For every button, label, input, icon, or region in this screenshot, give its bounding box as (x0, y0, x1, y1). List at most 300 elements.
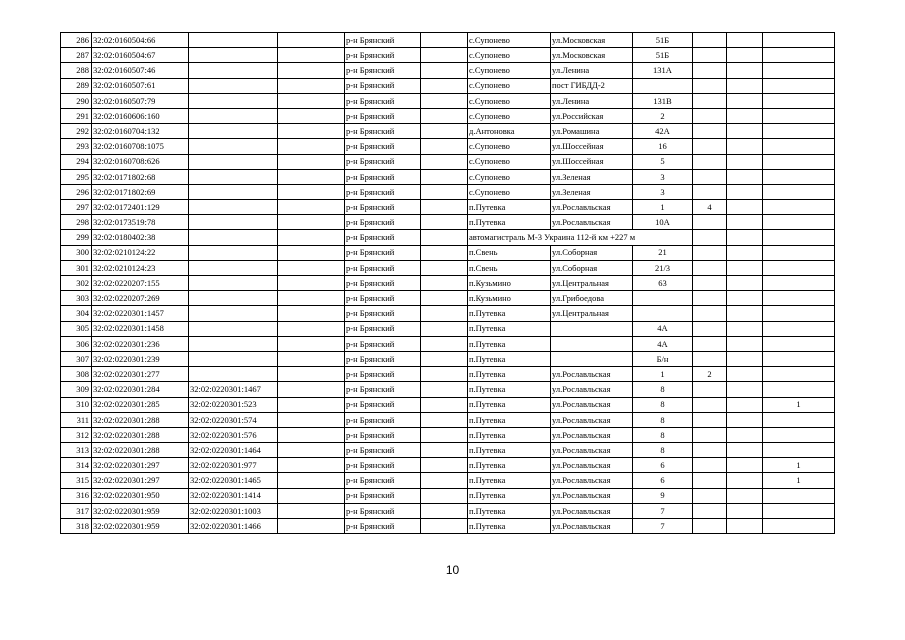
house-number-cell: 1 (633, 367, 693, 382)
linked-cadastral-number-cell: 32:02:0220301:1467 (189, 382, 278, 397)
building-cell (693, 215, 727, 230)
linked-cadastral-number-cell: 32:02:0220301:1465 (189, 473, 278, 488)
linked-cadastral-number-cell (189, 291, 278, 306)
linked-cadastral-number-cell: 32:02:0220301:523 (189, 397, 278, 412)
building-cell (693, 276, 727, 291)
linked-cadastral-number-cell (189, 215, 278, 230)
empty-cell (727, 336, 763, 351)
settlement-cell: п.Свень (468, 260, 551, 275)
street-cell: ул.Ленина (551, 63, 633, 78)
empty-cell (727, 184, 763, 199)
table-row (61, 215, 835, 230)
empty-cell (727, 397, 763, 412)
building-cell (693, 108, 727, 123)
house-number-cell: 6 (633, 473, 693, 488)
linked-cadastral-number-cell (189, 139, 278, 154)
empty-cell (421, 519, 468, 534)
empty-cell (727, 321, 763, 336)
street-cell: ул.Рославльская (551, 200, 633, 215)
street-cell: ул.Ромашина (551, 124, 633, 139)
linked-cadastral-number-cell: 32:02:0220301:574 (189, 412, 278, 427)
settlement-cell: п.Кузьмино (468, 291, 551, 306)
row-number-cell: 311 (61, 412, 92, 427)
district-cell: р-н Брянский (345, 184, 421, 199)
settlement-cell: п.Путевка (468, 473, 551, 488)
district-cell: р-н Брянский (345, 306, 421, 321)
empty-cell (421, 184, 468, 199)
district-cell: р-н Брянский (345, 108, 421, 123)
cadastral-number-cell: 32:02:0220301:1457 (92, 306, 189, 321)
building-cell (693, 48, 727, 63)
empty-cell (727, 351, 763, 366)
apartment-cell (763, 443, 835, 458)
building-cell (693, 169, 727, 184)
house-number-cell: 7 (633, 503, 693, 518)
table-row (61, 93, 835, 108)
table-row (61, 63, 835, 78)
district-cell: р-н Брянский (345, 245, 421, 260)
empty-cell (727, 245, 763, 260)
empty-cell (421, 154, 468, 169)
cadastral-number-cell: 32:02:0160504:67 (92, 48, 189, 63)
empty-cell (278, 519, 345, 534)
apartment-cell (763, 93, 835, 108)
table-row (61, 321, 835, 336)
district-cell: р-н Брянский (345, 200, 421, 215)
table-row (61, 78, 835, 93)
district-cell: р-н Брянский (345, 382, 421, 397)
building-cell (693, 78, 727, 93)
empty-cell (278, 473, 345, 488)
row-number-cell: 301 (61, 260, 92, 275)
street-cell: ул.Зеленая (551, 169, 633, 184)
district-cell: р-н Брянский (345, 473, 421, 488)
row-number-cell: 287 (61, 48, 92, 63)
settlement-cell: п.Путевка (468, 488, 551, 503)
cadastral-number-cell: 32:02:0220301:1458 (92, 321, 189, 336)
building-cell (693, 124, 727, 139)
settlement-cell: п.Путевка (468, 458, 551, 473)
street-cell: ул.Рославльская (551, 473, 633, 488)
building-cell (693, 397, 727, 412)
row-number-cell: 290 (61, 93, 92, 108)
house-number-cell: 1 (633, 200, 693, 215)
linked-cadastral-number-cell (189, 276, 278, 291)
empty-cell (727, 139, 763, 154)
table-row (61, 154, 835, 169)
house-number-cell: 5 (633, 154, 693, 169)
cadastral-number-cell: 32:02:0160504:66 (92, 33, 189, 48)
house-number-cell: 10А (633, 215, 693, 230)
settlement-cell: п.Путевка (468, 412, 551, 427)
empty-cell (727, 367, 763, 382)
district-cell: р-н Брянский (345, 503, 421, 518)
apartment-cell (763, 230, 835, 245)
linked-cadastral-number-cell: 32:02:0220301:1003 (189, 503, 278, 518)
linked-cadastral-number-cell (189, 351, 278, 366)
table-row (61, 443, 835, 458)
empty-cell (278, 78, 345, 93)
cadastral-number-cell: 32:02:0220301:950 (92, 488, 189, 503)
house-number-cell: 3 (633, 169, 693, 184)
table-row (61, 230, 835, 245)
empty-cell (278, 184, 345, 199)
house-number-cell: 131А (633, 63, 693, 78)
settlement-cell: с.Супонево (468, 78, 551, 93)
settlement-cell: п.Свень (468, 245, 551, 260)
row-number-cell: 295 (61, 169, 92, 184)
linked-cadastral-number-cell (189, 33, 278, 48)
cadastral-number-cell: 32:02:0160606:160 (92, 108, 189, 123)
apartment-cell (763, 48, 835, 63)
empty-cell (278, 397, 345, 412)
empty-cell (278, 215, 345, 230)
street-cell: ул.Рославльская (551, 503, 633, 518)
empty-cell (727, 33, 763, 48)
house-number-cell: 42А (633, 124, 693, 139)
empty-cell (727, 443, 763, 458)
empty-cell (278, 351, 345, 366)
empty-cell (421, 397, 468, 412)
house-number-cell: 63 (633, 276, 693, 291)
empty-cell (278, 306, 345, 321)
linked-cadastral-number-cell (189, 200, 278, 215)
settlement-cell: с.Супонево (468, 169, 551, 184)
row-number-cell: 309 (61, 382, 92, 397)
street-cell: ул.Шоссейная (551, 154, 633, 169)
street-cell: ул.Рославльская (551, 412, 633, 427)
district-cell: р-н Брянский (345, 48, 421, 63)
settlement-cell: д.Антоновка (468, 124, 551, 139)
linked-cadastral-number-cell: 32:02:0220301:1466 (189, 519, 278, 534)
empty-cell (727, 48, 763, 63)
apartment-cell (763, 169, 835, 184)
district-cell: р-н Брянский (345, 458, 421, 473)
street-cell: ул.Соборная (551, 245, 633, 260)
cadastral-number-cell: 32:02:0220301:236 (92, 336, 189, 351)
street-cell: ул.Рославльская (551, 458, 633, 473)
empty-cell (278, 33, 345, 48)
empty-cell (278, 382, 345, 397)
district-cell: р-н Брянский (345, 397, 421, 412)
cadastral-number-cell: 32:02:0220301:959 (92, 503, 189, 518)
street-cell: ул.Рославльская (551, 382, 633, 397)
row-number-cell: 293 (61, 139, 92, 154)
building-cell (693, 184, 727, 199)
district-cell: р-н Брянский (345, 336, 421, 351)
apartment-cell (763, 200, 835, 215)
empty-cell (421, 215, 468, 230)
street-cell (551, 336, 633, 351)
apartment-cell (763, 260, 835, 275)
empty-cell (421, 93, 468, 108)
empty-cell (421, 427, 468, 442)
settlement-cell: с.Супонево (468, 108, 551, 123)
settlement-cell: п.Путевка (468, 503, 551, 518)
settlement-cell: п.Путевка (468, 336, 551, 351)
district-cell: р-н Брянский (345, 169, 421, 184)
empty-cell (421, 367, 468, 382)
district-cell: р-н Брянский (345, 215, 421, 230)
empty-cell (421, 473, 468, 488)
row-number-cell: 310 (61, 397, 92, 412)
empty-cell (278, 93, 345, 108)
table-row (61, 412, 835, 427)
district-cell: р-н Брянский (345, 443, 421, 458)
apartment-cell (763, 336, 835, 351)
house-number-cell: 8 (633, 382, 693, 397)
apartment-cell: 1 (763, 458, 835, 473)
row-number-cell: 302 (61, 276, 92, 291)
empty-cell (278, 321, 345, 336)
settlement-cell: п.Путевка (468, 427, 551, 442)
building-cell (693, 351, 727, 366)
table-row (61, 306, 835, 321)
building-cell (693, 412, 727, 427)
apartment-cell: 1 (763, 473, 835, 488)
page-number: 10 (445, 563, 460, 577)
empty-cell (421, 245, 468, 260)
row-number-cell: 299 (61, 230, 92, 245)
row-number-cell: 305 (61, 321, 92, 336)
cadastral-number-cell: 32:02:0220301:297 (92, 473, 189, 488)
empty-cell (421, 139, 468, 154)
building-cell (693, 306, 727, 321)
empty-cell (727, 124, 763, 139)
district-cell: р-н Брянский (345, 93, 421, 108)
apartment-cell (763, 427, 835, 442)
settlement-cell: п.Путевка (468, 321, 551, 336)
row-number-cell: 294 (61, 154, 92, 169)
cadastral-number-cell: 32:02:0173519:78 (92, 215, 189, 230)
district-cell: р-н Брянский (345, 63, 421, 78)
apartment-cell (763, 276, 835, 291)
settlement-cell: п.Путевка (468, 351, 551, 366)
row-number-cell: 291 (61, 108, 92, 123)
building-cell (693, 458, 727, 473)
district-cell: р-н Брянский (345, 260, 421, 275)
settlement-cell: п.Путевка (468, 397, 551, 412)
cadastral-number-cell: 32:02:0220301:959 (92, 519, 189, 534)
apartment-cell: 1 (763, 397, 835, 412)
empty-cell (278, 63, 345, 78)
settlement-cell: с.Супонево (468, 139, 551, 154)
building-cell: 2 (693, 367, 727, 382)
house-number-cell: 51Б (633, 48, 693, 63)
district-cell: р-н Брянский (345, 78, 421, 93)
empty-cell (421, 108, 468, 123)
empty-cell (727, 169, 763, 184)
row-number-cell: 306 (61, 336, 92, 351)
table-row (61, 458, 835, 473)
apartment-cell (763, 108, 835, 123)
linked-cadastral-number-cell (189, 63, 278, 78)
building-cell (693, 260, 727, 275)
table-row (61, 382, 835, 397)
apartment-cell (763, 306, 835, 321)
settlement-cell: с.Супонево (468, 33, 551, 48)
cadastral-number-cell: 32:02:0220301:285 (92, 397, 189, 412)
linked-cadastral-number-cell: 32:02:0220301:977 (189, 458, 278, 473)
district-cell: р-н Брянский (345, 412, 421, 427)
street-cell: ул.Московская (551, 48, 633, 63)
settlement-cell: п.Путевка (468, 306, 551, 321)
street-cell: ул.Рославльская (551, 519, 633, 534)
street-cell: ул.Ленина (551, 93, 633, 108)
house-number-cell (633, 78, 693, 93)
cadastral-number-cell: 32:02:0160507:61 (92, 78, 189, 93)
apartment-cell (763, 78, 835, 93)
empty-cell (727, 458, 763, 473)
apartment-cell (763, 33, 835, 48)
row-number-cell: 297 (61, 200, 92, 215)
house-number-cell: 7 (633, 519, 693, 534)
apartment-cell (763, 139, 835, 154)
settlement-cell: п.Путевка (468, 200, 551, 215)
cadastral-number-cell: 32:02:0180402:38 (92, 230, 189, 245)
building-cell (693, 503, 727, 518)
empty-cell (278, 200, 345, 215)
house-number-cell: 2 (633, 108, 693, 123)
district-cell: р-н Брянский (345, 230, 421, 245)
linked-cadastral-number-cell (189, 124, 278, 139)
empty-cell (278, 488, 345, 503)
linked-cadastral-number-cell (189, 78, 278, 93)
cadastral-number-cell: 32:02:0220301:239 (92, 351, 189, 366)
building-cell (693, 321, 727, 336)
table-row (61, 260, 835, 275)
table-row (61, 367, 835, 382)
building-cell (693, 154, 727, 169)
cadastral-number-cell: 32:02:0160507:79 (92, 93, 189, 108)
empty-cell (278, 245, 345, 260)
row-number-cell: 314 (61, 458, 92, 473)
empty-cell (421, 291, 468, 306)
row-number-cell: 315 (61, 473, 92, 488)
settlement-cell: с.Супонево (468, 93, 551, 108)
cadastral-number-cell: 32:02:0210124:22 (92, 245, 189, 260)
apartment-cell (763, 245, 835, 260)
cadastral-number-cell: 32:02:0220301:288 (92, 427, 189, 442)
address-table (60, 32, 835, 534)
empty-cell (421, 336, 468, 351)
empty-cell (421, 458, 468, 473)
building-cell: 4 (693, 200, 727, 215)
table-row (61, 139, 835, 154)
empty-cell (421, 33, 468, 48)
building-cell (693, 519, 727, 534)
street-cell: ул.Рославльская (551, 443, 633, 458)
row-number-cell: 303 (61, 291, 92, 306)
apartment-cell (763, 519, 835, 534)
empty-cell (278, 276, 345, 291)
empty-cell (278, 108, 345, 123)
linked-cadastral-number-cell (189, 184, 278, 199)
apartment-cell (763, 215, 835, 230)
linked-cadastral-number-cell (189, 245, 278, 260)
street-cell (551, 351, 633, 366)
linked-cadastral-number-cell (189, 336, 278, 351)
empty-cell (278, 291, 345, 306)
settlement-cell: п.Путевка (468, 519, 551, 534)
table-row (61, 351, 835, 366)
empty-cell (278, 443, 345, 458)
building-cell (693, 488, 727, 503)
row-number-cell: 307 (61, 351, 92, 366)
cadastral-number-cell: 32:02:0160507:46 (92, 63, 189, 78)
empty-cell (421, 260, 468, 275)
table-row (61, 169, 835, 184)
settlement-cell: п.Кузьмино (468, 276, 551, 291)
street-cell: ул.Зеленая (551, 184, 633, 199)
district-cell: р-н Брянский (345, 367, 421, 382)
linked-cadastral-number-cell: 32:02:0220301:1464 (189, 443, 278, 458)
house-number-cell: 8 (633, 443, 693, 458)
empty-cell (278, 169, 345, 184)
empty-cell (727, 63, 763, 78)
table-row (61, 276, 835, 291)
building-cell (693, 230, 727, 245)
empty-cell (727, 503, 763, 518)
apartment-cell (763, 503, 835, 518)
building-cell (693, 33, 727, 48)
cadastral-number-cell: 32:02:0172401:129 (92, 200, 189, 215)
linked-cadastral-number-cell (189, 230, 278, 245)
house-number-cell: 4А (633, 321, 693, 336)
house-number-cell: 21/3 (633, 260, 693, 275)
cadastral-number-cell: 32:02:0220301:297 (92, 458, 189, 473)
row-number-cell: 312 (61, 427, 92, 442)
settlement-cell: с.Супонево (468, 63, 551, 78)
apartment-cell (763, 321, 835, 336)
linked-cadastral-number-cell (189, 48, 278, 63)
linked-cadastral-number-cell (189, 93, 278, 108)
empty-cell (727, 93, 763, 108)
empty-cell (278, 48, 345, 63)
building-cell (693, 291, 727, 306)
apartment-cell (763, 351, 835, 366)
cadastral-number-cell: 32:02:0220301:277 (92, 367, 189, 382)
settlement-cell: п.Путевка (468, 443, 551, 458)
empty-cell (727, 230, 763, 245)
street-cell: ул.Рославльская (551, 367, 633, 382)
settlement-cell: с.Супонево (468, 154, 551, 169)
house-number-cell: 8 (633, 412, 693, 427)
empty-cell (421, 443, 468, 458)
empty-cell (727, 306, 763, 321)
district-cell: р-н Брянский (345, 488, 421, 503)
empty-cell (727, 291, 763, 306)
linked-cadastral-number-cell (189, 108, 278, 123)
apartment-cell (763, 367, 835, 382)
empty-cell (421, 306, 468, 321)
building-cell (693, 382, 727, 397)
district-cell: р-н Брянский (345, 291, 421, 306)
empty-cell (421, 78, 468, 93)
house-number-cell: 9 (633, 488, 693, 503)
row-number-cell: 318 (61, 519, 92, 534)
empty-cell (727, 488, 763, 503)
street-cell: ул.Грибоедова (551, 291, 633, 306)
empty-cell (727, 276, 763, 291)
settlement-cell: с.Супонево (468, 48, 551, 63)
district-cell: р-н Брянский (345, 427, 421, 442)
empty-cell (421, 412, 468, 427)
empty-cell (727, 260, 763, 275)
district-cell: р-н Брянский (345, 276, 421, 291)
building-cell (693, 245, 727, 260)
empty-cell (421, 321, 468, 336)
